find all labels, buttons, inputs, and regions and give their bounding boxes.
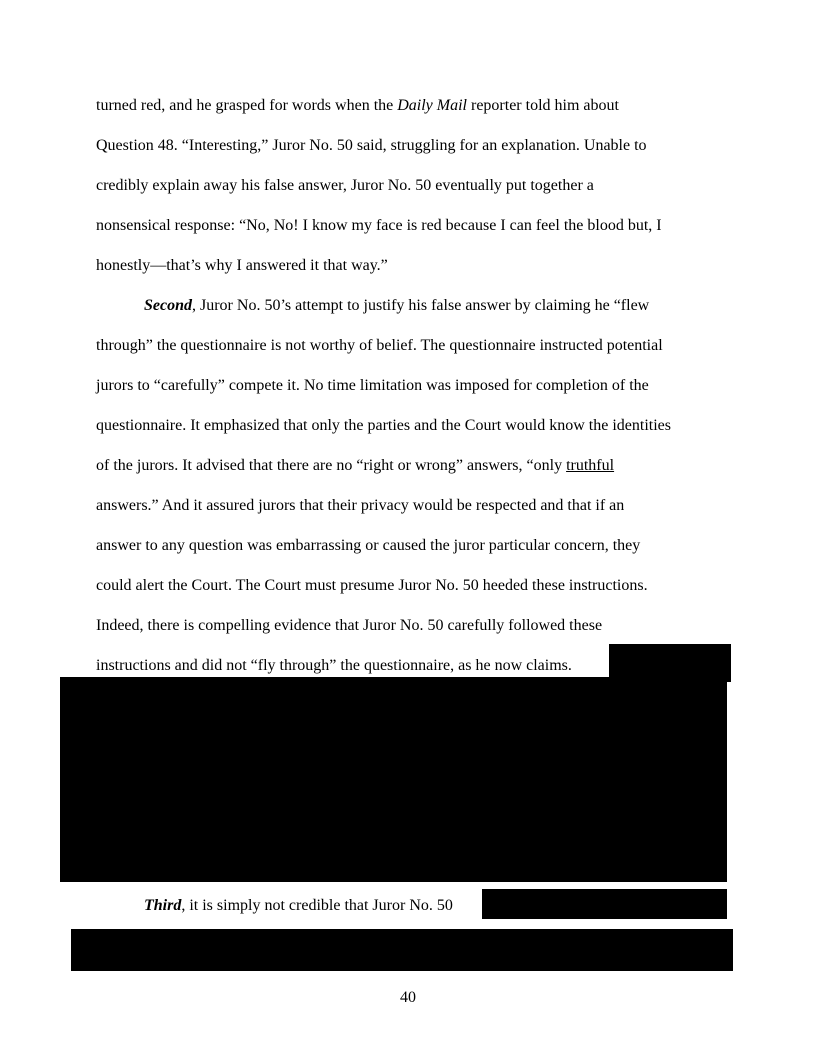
body-line: credibly explain away his false answer, Juror No. 50 eventually put together a [96,177,594,194]
paragraph-lead-third: Third [144,897,182,914]
paragraph-lead-second: Second [144,297,192,314]
body-line: answers.” And it assured jurors that their privacy would be respected and that if an [96,497,625,514]
paragraph-second-start: Second, Juror No. 50’s attempt to justify his false answer by claiming he “flew [144,297,650,314]
body-line: answer to any question was embarrassing or caused the juror particular concern, they [96,537,641,554]
body-line: Question 48. “Interesting,” Juror No. 50 said, struggling for an explanation. Unable to [96,137,647,154]
body-line: turned red, and he grasped for words when the Daily Mail reporter told him about [96,97,619,114]
body-line: questionnaire. It emphasized that only the parties and the Court would know the identities [96,417,671,434]
body-line: honestly—that’s why I answered it that way.” [96,257,388,274]
body-line: through” the questionnaire is not worthy of belief. The questionnaire instructed potential [96,337,663,354]
redaction-block [482,889,727,919]
publication-name: Daily Mail [397,97,467,114]
paragraph-third-start: Third, it is simply not credible that Juror No. 50 [144,897,453,914]
redaction-block [71,929,733,971]
redaction-block [60,677,727,882]
body-line: of the jurors. It advised that there are no “right or wrong” answers, “only truthful [96,457,615,474]
page-number: 40 [400,989,416,1006]
body-line: Indeed, there is compelling evidence that Juror No. 50 carefully followed these [96,617,603,634]
body-line: instructions and did not “fly through” the questionnaire, as he now claims. [96,657,572,674]
underlined-word: truthful [566,457,615,474]
body-line: jurors to “carefully” compete it. No time limitation was imposed for completion of the [96,377,649,394]
body-line: could alert the Court. The Court must presume Juror No. 50 heeded these instructions. [96,577,648,594]
body-line: nonsensical response: “No, No! I know my face is red because I can feel the blood but, I [96,217,662,234]
